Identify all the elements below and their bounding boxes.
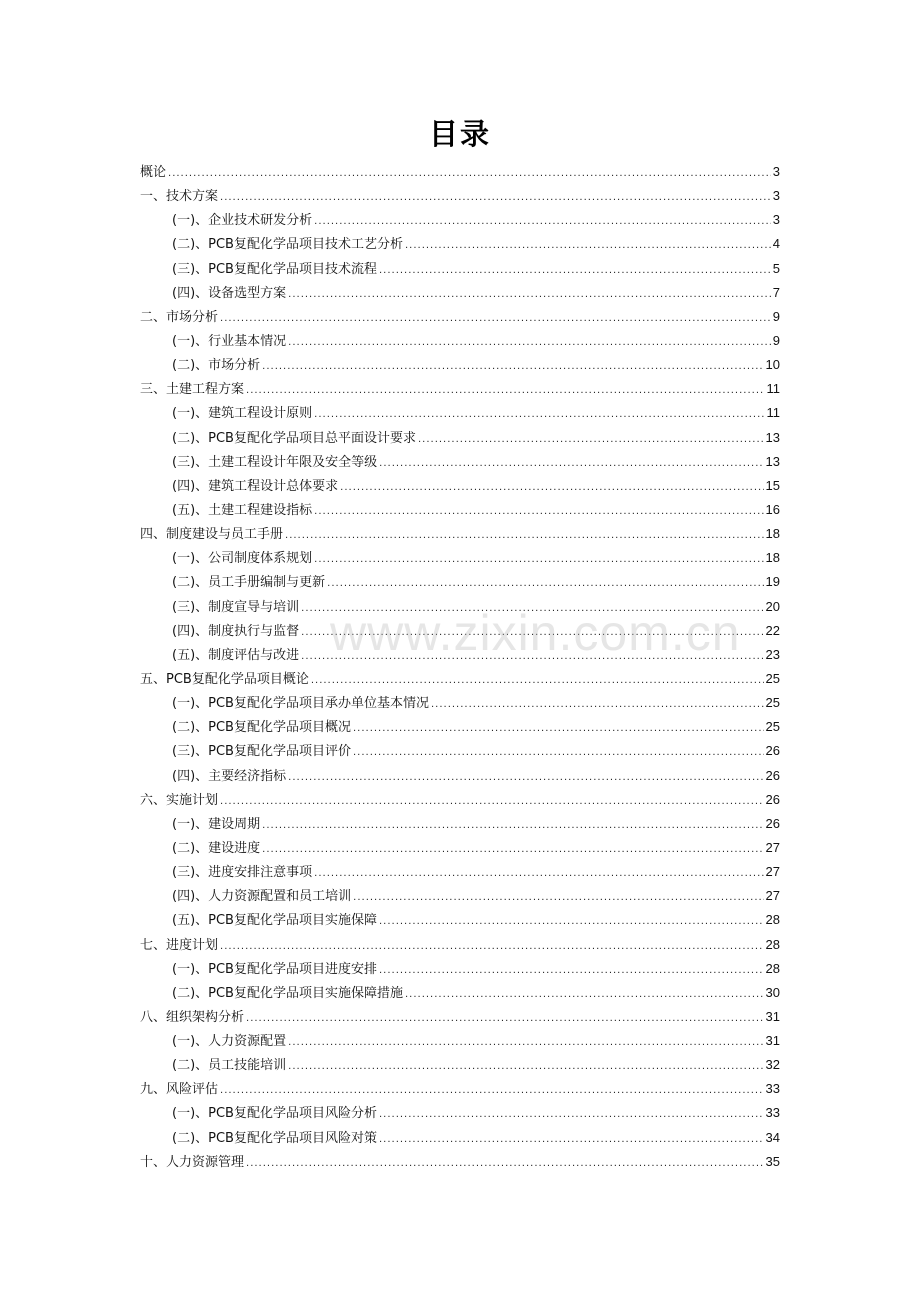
toc-dot-leader [262, 355, 763, 379]
toc-entry-label: (四)、制度执行与监督 [172, 623, 300, 639]
toc-page-number: 26 [765, 743, 780, 759]
toc-dot-leader [288, 283, 771, 307]
toc-entry-label: 九、风险评估 [140, 1082, 219, 1098]
toc-chapter-entry[interactable] [140, 1077, 780, 1101]
toc-dot-leader [168, 162, 771, 186]
toc-section-entry[interactable] [140, 908, 780, 932]
toc-entry-label: 四、制度建设与员工手册 [140, 527, 284, 543]
toc-entry-label: (四)、主要经济指标 [172, 768, 287, 784]
toc-entry-label: (三)、进度安排注意事项 [172, 865, 313, 881]
toc-dot-leader [220, 790, 764, 814]
toc-dot-leader [379, 452, 763, 476]
toc-section-entry[interactable] [140, 619, 780, 643]
toc-entry-label: 十、人力资源管理 [140, 1154, 245, 1170]
toc-entry-label: (四)、人力资源配置和员工培训 [172, 889, 352, 905]
toc-entry-label: (一)、PCB复配化学品项目进度安排 [172, 961, 377, 977]
toc-entry-label: (一)、PCB复配化学品项目承办单位基本情况 [172, 696, 429, 712]
toc-page-number: 30 [765, 984, 780, 1000]
toc-chapter-entry[interactable] [140, 522, 780, 546]
toc-section-entry[interactable] [140, 643, 780, 667]
toc-page-number: 34 [765, 1129, 780, 1145]
toc-dot-leader [288, 1031, 763, 1055]
toc-page-number: 3 [772, 188, 780, 204]
toc-page-number: 10 [765, 357, 780, 373]
toc-section-entry[interactable] [140, 884, 780, 908]
toc-dot-leader [220, 307, 771, 331]
toc-chapter-entry[interactable] [140, 1005, 780, 1029]
toc-page-number: 7 [772, 284, 780, 300]
toc-dot-leader [285, 524, 764, 548]
toc-dot-leader [379, 1128, 764, 1152]
toc-section-entry[interactable] [140, 739, 780, 763]
table-of-contents [140, 160, 780, 1174]
toc-dot-leader [405, 983, 764, 1007]
toc-section-entry[interactable] [140, 812, 780, 836]
toc-chapter-entry[interactable] [140, 305, 780, 329]
toc-entry-label: (一)、人力资源配置 [172, 1034, 287, 1050]
toc-entry-label: (一)、PCB复配化学品项目风险分析 [172, 1106, 377, 1122]
toc-section-entry[interactable] [140, 836, 780, 860]
toc-dot-leader [431, 693, 764, 717]
toc-dot-leader [301, 645, 763, 669]
toc-section-entry[interactable] [140, 546, 780, 570]
toc-entry-label: (二)、PCB复配化学品项目实施保障措施 [172, 985, 403, 1001]
toc-dot-leader [340, 476, 763, 500]
toc-page-number: 25 [765, 670, 780, 686]
toc-section-entry[interactable] [140, 1126, 780, 1150]
toc-section-entry[interactable] [140, 232, 780, 256]
toc-section-entry[interactable] [140, 401, 780, 425]
toc-dot-leader [379, 959, 764, 983]
toc-page-number: 3 [772, 164, 780, 179]
toc-dot-leader [311, 669, 764, 693]
toc-page-number: 35 [765, 1153, 780, 1169]
toc-section-entry[interactable] [140, 208, 780, 232]
toc-section-entry[interactable] [140, 860, 780, 884]
toc-entry-label: (三)、PCB复配化学品项目评价 [172, 744, 351, 760]
toc-chapter-entry[interactable] [140, 377, 780, 401]
toc-page-number: 15 [765, 477, 780, 493]
toc-entry-label: 七、进度计划 [140, 937, 219, 953]
toc-page-number: 27 [765, 864, 780, 880]
toc-section-entry[interactable] [140, 595, 780, 619]
toc-section-entry[interactable] [140, 981, 780, 1005]
watermark: www.zixin.com.cn [330, 605, 741, 661]
toc-entry-label: (三)、土建工程设计年限及安全等级 [172, 454, 378, 470]
toc-page-number: 26 [765, 767, 780, 783]
toc-dot-leader [353, 886, 763, 910]
toc-dot-leader [288, 766, 763, 790]
toc-dot-leader [379, 259, 771, 283]
toc-dot-leader [288, 331, 771, 355]
toc-section-entry[interactable] [140, 329, 780, 353]
toc-page-number: 28 [765, 936, 780, 952]
toc-page-number: 3 [772, 212, 780, 228]
toc-entry-label: 六、实施计划 [140, 792, 219, 808]
toc-section-entry[interactable] [140, 426, 780, 450]
toc-page-number: 11 [766, 381, 780, 397]
toc-entry-label: (一)、公司制度体系规划 [172, 551, 313, 567]
toc-entry-label: (一)、行业基本情况 [172, 333, 287, 349]
toc-page-number: 25 [765, 719, 780, 735]
toc-dot-leader [314, 500, 763, 524]
toc-entry-label: (一)、建筑工程设计原则 [172, 406, 313, 422]
toc-dot-leader [220, 935, 764, 959]
toc-page-number: 33 [765, 1081, 780, 1097]
toc-dot-leader [246, 379, 764, 403]
toc-entry-label: (一)、建设周期 [172, 816, 261, 832]
toc-section-entry[interactable] [140, 1029, 780, 1053]
toc-entry-label: (一)、企业技术研发分析 [172, 213, 313, 229]
toc-page-number: 23 [765, 646, 780, 662]
toc-dot-leader [353, 741, 764, 765]
page-title: 目录 [428, 117, 491, 151]
toc-entry-label: (四)、建筑工程设计总体要求 [172, 478, 339, 494]
toc-entry-label: (二)、PCB复配化学品项目风险对策 [172, 1130, 377, 1146]
toc-page-number: 22 [765, 622, 780, 638]
toc-entry-label: (二)、PCB复配化学品项目技术工艺分析 [172, 237, 403, 253]
toc-dot-leader [327, 572, 763, 596]
toc-section-entry[interactable] [140, 764, 780, 788]
toc-dot-leader [379, 1103, 764, 1127]
toc-dot-leader [220, 186, 771, 210]
toc-page-number: 16 [765, 501, 780, 517]
toc-page-number: 26 [765, 815, 780, 831]
toc-page-number: 31 [765, 1033, 780, 1049]
toc-page-number: 27 [765, 888, 780, 904]
toc-dot-leader [301, 597, 763, 621]
toc-entry-label: (四)、设备选型方案 [172, 285, 287, 301]
toc-section-entry[interactable] [140, 570, 780, 594]
toc-section-entry[interactable] [140, 353, 780, 377]
toc-dot-leader [262, 838, 763, 862]
toc-page-number: 13 [765, 429, 780, 445]
toc-entry-label: (五)、土建工程建设指标 [172, 502, 313, 518]
toc-entry-label: (二)、员工手册编制与更新 [172, 575, 326, 591]
toc-section-entry[interactable] [140, 691, 780, 715]
toc-dot-leader [405, 234, 771, 258]
toc-page-number: 18 [765, 550, 780, 566]
toc-entry-label: 二、市场分析 [140, 309, 219, 325]
toc-section-entry[interactable] [140, 957, 780, 981]
toc-entry-label: (二)、建设进度 [172, 840, 261, 856]
toc-page-number: 26 [765, 791, 780, 807]
toc-page-number: 5 [772, 260, 780, 276]
toc-page-number: 27 [765, 839, 780, 855]
toc-page-number: 20 [765, 598, 780, 614]
toc-page-number: 19 [765, 574, 780, 590]
toc-page-number: 9 [772, 332, 780, 348]
toc-dot-leader [314, 548, 763, 572]
toc-page-number: 28 [765, 912, 780, 928]
toc-entry-label: 一、技术方案 [140, 189, 219, 205]
toc-page-number: 31 [765, 1008, 780, 1024]
toc-entry-label: (二)、员工技能培训 [172, 1058, 287, 1074]
toc-page-number: 9 [772, 308, 780, 324]
toc-page-number: 11 [766, 405, 780, 421]
toc-dot-leader [379, 910, 764, 934]
toc-entry-label: 概论 [140, 165, 167, 180]
toc-dot-leader [353, 717, 764, 741]
toc-dot-leader [246, 1007, 764, 1031]
toc-page-number: 32 [765, 1057, 780, 1073]
toc-chapter-entry[interactable] [140, 1150, 780, 1174]
toc-entry-label: (二)、PCB复配化学品项目总平面设计要求 [172, 430, 416, 446]
toc-dot-leader [314, 403, 764, 427]
toc-section-entry[interactable] [140, 474, 780, 498]
toc-section-entry[interactable] [140, 450, 780, 474]
toc-dot-leader [262, 814, 763, 838]
toc-section-entry[interactable] [140, 715, 780, 739]
toc-page-number: 13 [765, 453, 780, 469]
toc-entry-label: (五)、制度评估与改进 [172, 647, 300, 663]
toc-entry-label: (二)、市场分析 [172, 358, 261, 374]
toc-page-number: 4 [772, 236, 780, 252]
toc-section-entry[interactable] [140, 281, 780, 305]
toc-chapter-entry[interactable] [140, 184, 780, 208]
toc-entry-label: (二)、PCB复配化学品项目概况 [172, 720, 351, 736]
toc-dot-leader [314, 210, 771, 234]
toc-entry-label: (三)、制度宣导与培训 [172, 599, 300, 615]
toc-entry-label: (三)、PCB复配化学品项目技术流程 [172, 261, 377, 277]
toc-chapter-entry[interactable] [140, 933, 780, 957]
toc-page-number: 33 [765, 1105, 780, 1121]
toc-chapter-entry[interactable] [140, 667, 780, 691]
toc-entry-label: (五)、PCB复配化学品项目实施保障 [172, 913, 377, 929]
toc-page-number: 28 [765, 960, 780, 976]
toc-dot-leader [301, 621, 763, 645]
toc-section-entry[interactable] [140, 1053, 780, 1077]
toc-dot-leader [220, 1079, 764, 1103]
toc-entry-label: 五、PCB复配化学品项目概论 [140, 671, 309, 687]
toc-chapter-entry[interactable] [140, 788, 780, 812]
toc-dot-leader [314, 862, 763, 886]
toc-section-entry[interactable] [140, 257, 780, 281]
toc-page-number: 18 [765, 526, 780, 542]
toc-page-number: 25 [765, 695, 780, 711]
toc-chapter-entry[interactable] [140, 160, 780, 184]
toc-dot-leader [246, 1152, 764, 1176]
toc-section-entry[interactable] [140, 1101, 780, 1125]
toc-entry-label: 三、土建工程方案 [140, 382, 245, 398]
toc-section-entry[interactable] [140, 498, 780, 522]
toc-dot-leader [288, 1055, 763, 1079]
toc-entry-label: 八、组织架构分析 [140, 1009, 245, 1025]
toc-dot-leader [418, 428, 764, 452]
